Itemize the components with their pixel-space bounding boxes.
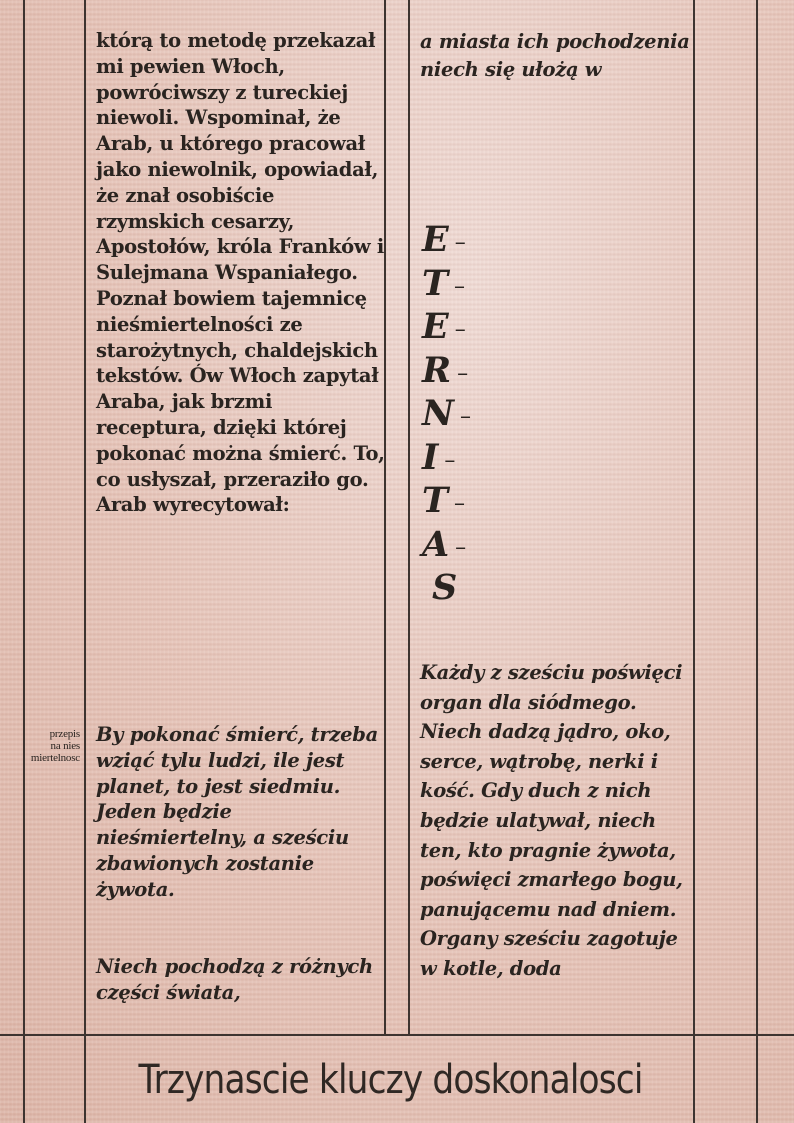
margin-note-line: na nies bbox=[50, 740, 80, 752]
acrostic-row bbox=[422, 479, 471, 523]
acrostic-dash: – bbox=[455, 534, 467, 560]
frame-line-right bbox=[756, 0, 758, 1123]
acrostic-dash: – bbox=[454, 317, 466, 342]
margin-note-line: przepis bbox=[49, 728, 80, 740]
intro-paragraph: którą to metodę przekazał mi pewien Włoch, powróciwszy z tureckiej niewoli. Wspominał, że Arab, u którego pracował jako niewolnik, opowiadał, że znał osobiście rzymskich cesarzy, Apostołów, króla Franków i Sulejmana Wspaniałego. Poznał bowiem tajemnicę nieśmiertelności ze starożytnych, chaldejskich tekstów. Ów Włoch zapytał Araba, jak brzmi receptura, dzięki której pokonać można śmierć. To, co usłyszał, przeraziło go. Arab wyrecytował: bbox=[96, 29, 385, 517]
acrostic-dash: – bbox=[454, 230, 466, 255]
acrostic-letter: R bbox=[422, 349, 452, 391]
acrostic-letter: T bbox=[422, 480, 449, 521]
acrostic-letter: I bbox=[422, 436, 439, 478]
acrostic-row bbox=[422, 566, 471, 610]
acrostic-row bbox=[422, 262, 471, 306]
frame-line-inner-left bbox=[84, 0, 86, 1123]
margin-note-line: miertelnosc bbox=[30, 752, 80, 764]
acrostic-row bbox=[422, 436, 471, 480]
right-bottom-paragraph: Każdy z sześciu poświęci organ dla siódmego. Niech dadzą jądro, oko, serce, wątrobę, nerki i kość. Gdy duch z nich będzie ulatywał, niech ten, kto pragnie żywota, poświęci zmarłego bogu, panującemu nad dniem. Organy sześciu zagotuje w kotle, doda bbox=[420, 661, 683, 980]
frame-line-footer-top bbox=[0, 1034, 794, 1036]
acrostic-letter: A bbox=[422, 523, 450, 565]
verse-paragraph-2: Niech pochodzą z różnych części świata, bbox=[96, 955, 373, 1004]
frame-line-center-b bbox=[408, 0, 410, 1035]
acrostic-dash: – bbox=[444, 447, 456, 473]
right-text-column bbox=[420, 28, 690, 980]
acrostic-row bbox=[422, 349, 471, 393]
footer-title: Trzynascie kluczy doskonalosci bbox=[138, 1057, 643, 1103]
acrostic-letter: E bbox=[422, 306, 449, 347]
left-text-column bbox=[96, 28, 386, 1004]
acrostic-dash: – bbox=[454, 491, 466, 516]
acrostic-dash: – bbox=[454, 273, 466, 299]
verse-paragraph-1: By pokonać śmierć, trzeba wziąć tylu ludzi, ile jest planet, to jest siedmiu. Jeden będzie nieśmiertelny, a sześciu zbawionych zostanie żywota. bbox=[96, 723, 378, 901]
right-top-paragraph: a miasta ich pochodzenia niech się ułożą w bbox=[420, 30, 690, 81]
acrostic-row bbox=[422, 392, 471, 436]
acrostic-dash: – bbox=[457, 360, 469, 386]
acrostic-row bbox=[422, 218, 471, 262]
acrostic-letter: N bbox=[422, 393, 454, 434]
margin-note bbox=[26, 728, 80, 764]
acrostic-letter: E bbox=[422, 219, 449, 260]
acrostic-letter: S bbox=[432, 567, 458, 608]
frame-line-left bbox=[23, 0, 25, 1123]
acrostic-row bbox=[422, 523, 471, 567]
acrostic-letter: T bbox=[422, 262, 449, 304]
acrostic-row bbox=[422, 305, 471, 349]
acrostic-eternitas bbox=[422, 218, 471, 610]
acrostic-dash: – bbox=[460, 404, 471, 429]
